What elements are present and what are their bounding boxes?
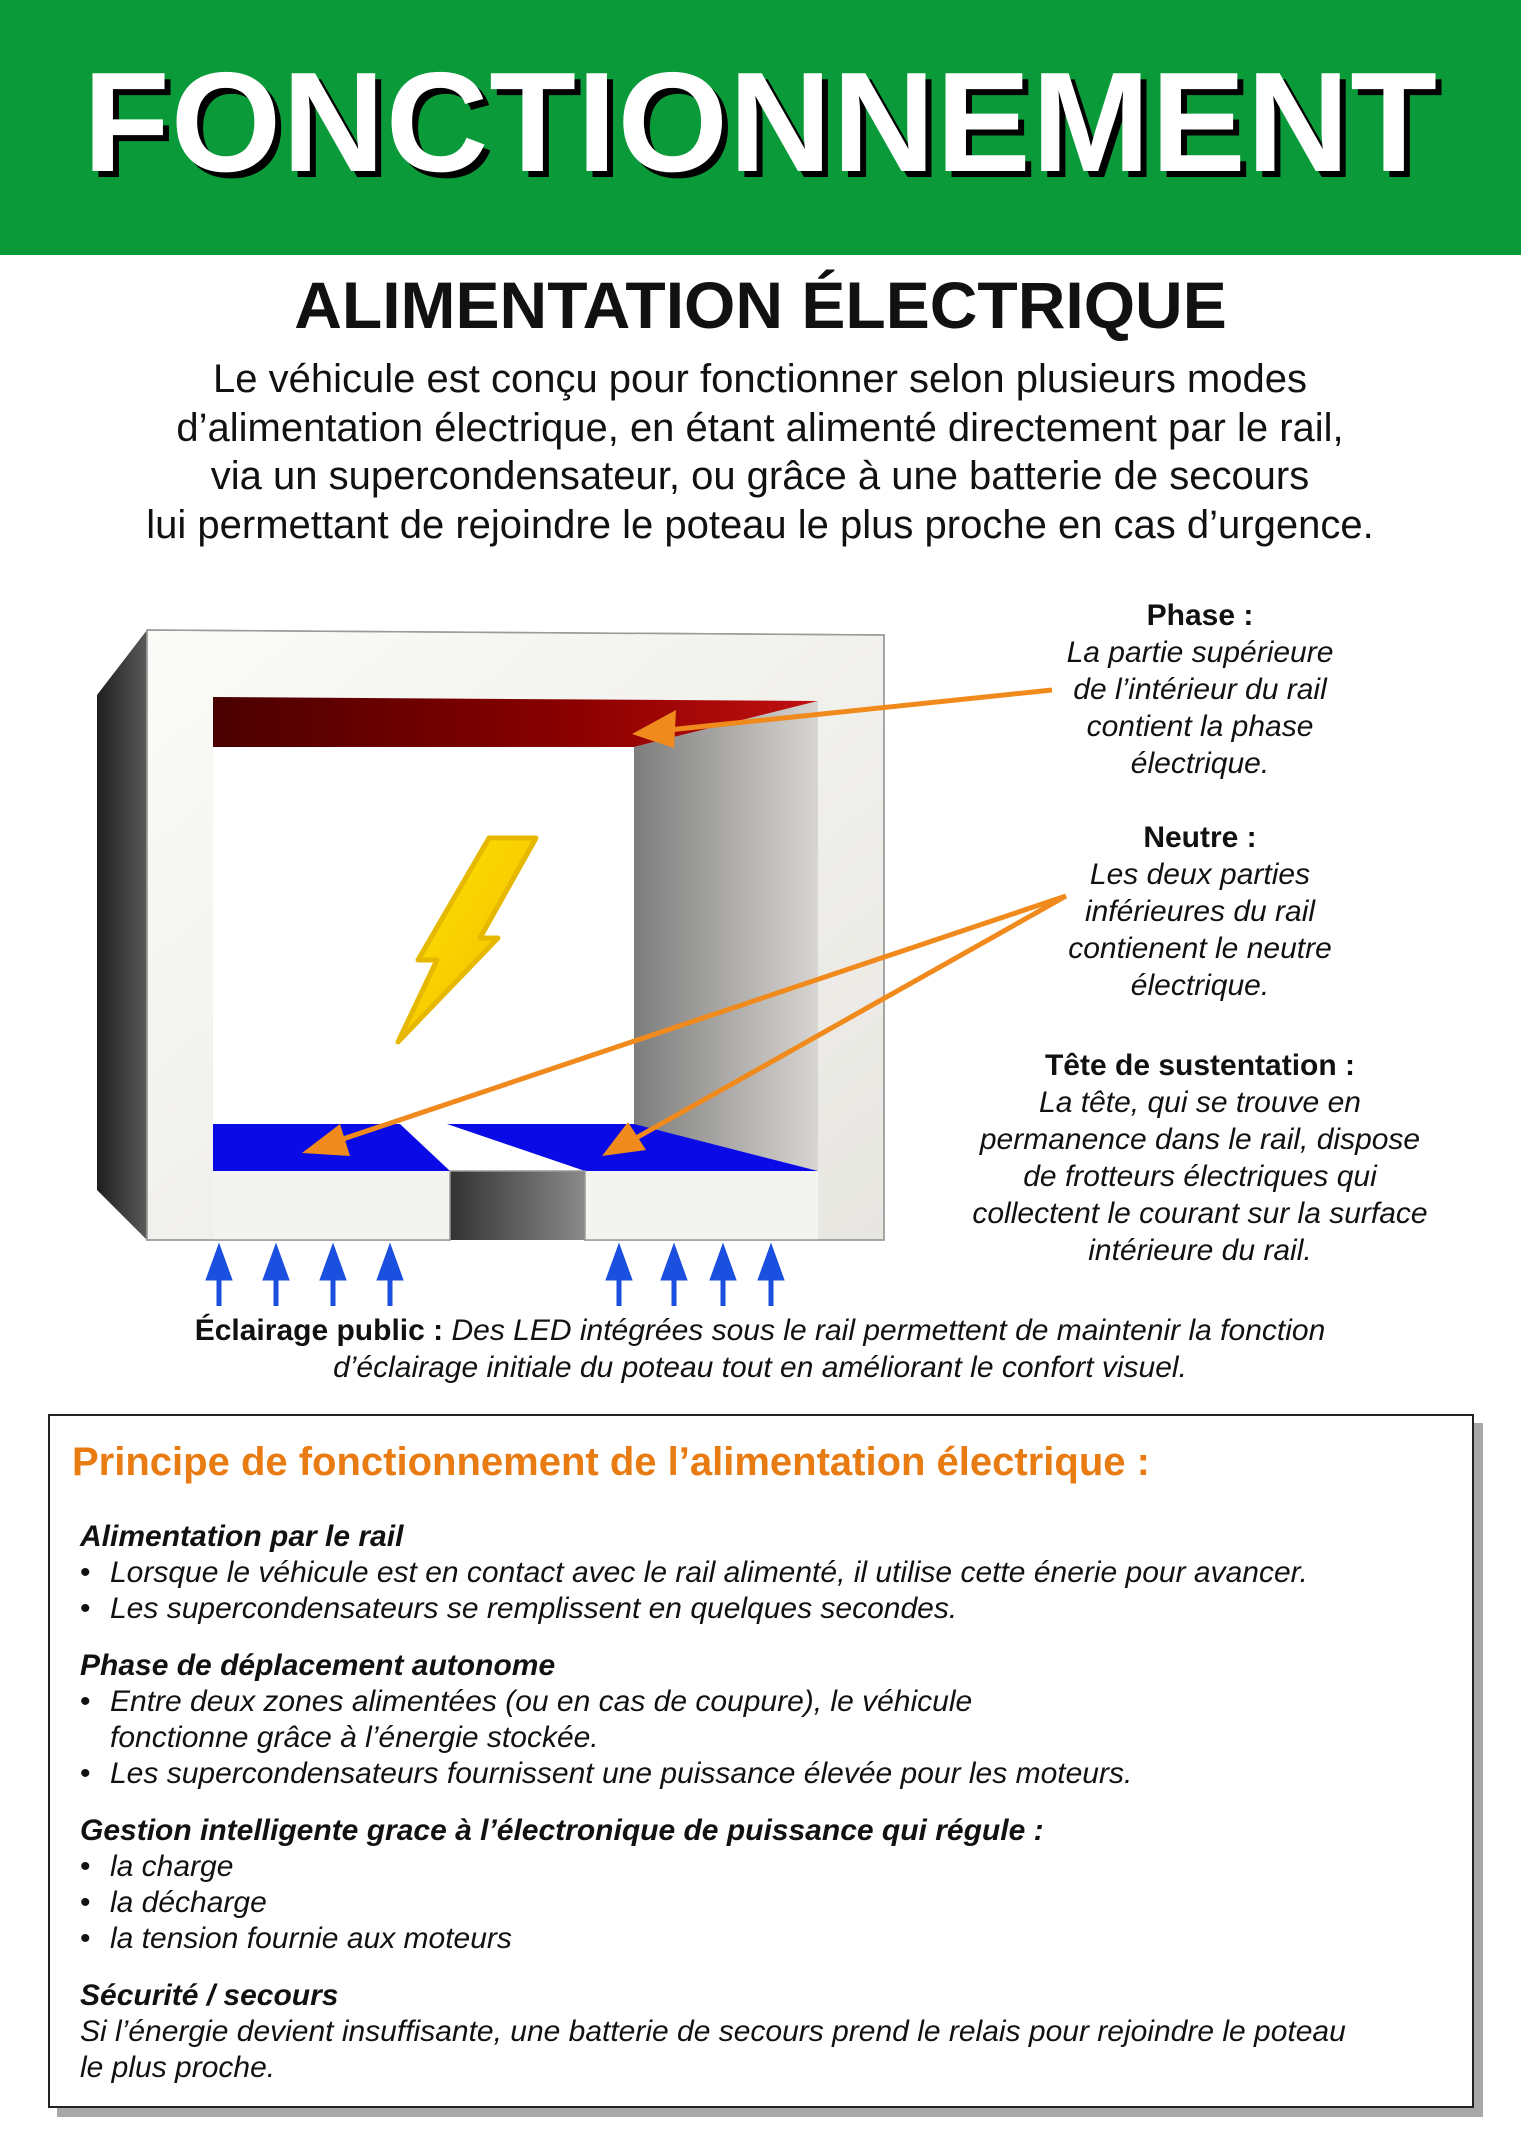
- rail-left-side: [97, 630, 147, 1240]
- neutre-line: électrique.: [1130, 969, 1270, 1002]
- principle-title: Principe de fonctionnement de l’alimentation électrique :: [72, 1440, 1150, 1484]
- neutre-line: Les deux parties: [1089, 858, 1311, 891]
- lighting-caption: [60, 1312, 1460, 1386]
- neutre-description: [1000, 856, 1400, 1004]
- phase-description: [1000, 634, 1400, 782]
- tete-callout: [930, 1047, 1470, 1269]
- lighting-line-1: [60, 1312, 1460, 1349]
- header-banner: [0, 0, 1521, 255]
- phase-callout: [1000, 597, 1400, 782]
- intro-line: d’alimentation électrique, en étant alimenté directement par le rail,: [176, 405, 1344, 450]
- up-arrow-icon: [710, 1244, 736, 1306]
- up-arrow-icon: [377, 1244, 403, 1306]
- tete-line: collectent le courant sur la surface: [972, 1197, 1428, 1230]
- principle-section: [80, 1648, 1450, 1792]
- list-item: • Les supercondensateurs se remplissent en quelques secondes.: [80, 1591, 1450, 1627]
- list-item: • la tension fournie aux moteurs: [80, 1921, 1450, 1957]
- section-text: Si l’énergie devient insuffisante, une batterie de secours prend le relais pour rejoindre le poteau le plus proche.: [80, 2015, 1346, 2084]
- lighting-text-1: Des LED intégrées sous le rail permettent de maintenir la fonction: [443, 1314, 1326, 1347]
- neutre-line: contienent le neutre: [1068, 932, 1332, 965]
- intro-paragraph: [60, 355, 1460, 549]
- section-subtitle: ALIMENTATION ÉLECTRIQUE: [294, 268, 1227, 342]
- rail-lower-right: [585, 1171, 818, 1240]
- phase-title: Phase :: [1146, 599, 1254, 632]
- list-item: • Entre deux zones alimentées (ou en cas de coupure), le véhicule fonctionne grâce à l’énergie stockée.: [80, 1684, 1450, 1756]
- up-arrow-icon: [661, 1244, 687, 1306]
- phase-line: de l’intérieur du rail: [1073, 673, 1327, 706]
- principle-box: [48, 1414, 1474, 2108]
- intro-line: lui permettant de rejoindre le poteau le plus proche en cas d’urgence.: [146, 502, 1374, 547]
- phase-line: La partie supérieure: [1066, 636, 1334, 669]
- up-arrow-icon: [206, 1244, 232, 1306]
- intro-line: via un supercondensateur, ou grâce à une batterie de secours: [210, 454, 1310, 498]
- list-item: • la charge: [80, 1849, 1450, 1885]
- tete-description: [930, 1084, 1470, 1269]
- principle-section: [80, 1813, 1450, 1957]
- bullet-list: [80, 1849, 1450, 1957]
- principle-section: [80, 1519, 1450, 1627]
- list-item: • la décharge: [80, 1885, 1450, 1921]
- bullet-list: [80, 1555, 1450, 1627]
- lighting-label: Éclairage public :: [194, 1314, 444, 1347]
- list-item: • Les supercondensateurs fournissent une puissance élevée pour les moteurs.: [80, 1756, 1450, 1792]
- section-title: Sécurité / secours: [80, 1979, 339, 2012]
- tete-line: intérieure du rail.: [1088, 1234, 1312, 1267]
- page-title: FONCTIONNEMENT: [82, 43, 1439, 202]
- intro-line: Le véhicule est conçu pour fonctionner selon plusieurs modes: [213, 357, 1307, 401]
- neutre-title: Neutre :: [1143, 821, 1257, 854]
- bullet-list: [80, 1684, 1450, 1792]
- tete-line: La tête, qui se trouve en: [1039, 1086, 1361, 1119]
- up-arrow-icon: [606, 1244, 632, 1306]
- up-arrow-icon: [320, 1244, 346, 1306]
- led-arrows: [206, 1244, 784, 1306]
- up-arrow-icon: [263, 1244, 289, 1306]
- neutre-line: inférieures du rail: [1084, 895, 1316, 928]
- section-title: Gestion intelligente grace à l’électronique de puissance qui régule :: [80, 1814, 1044, 1847]
- neutre-callout: [1000, 819, 1400, 1004]
- phase-line: électrique.: [1130, 747, 1270, 780]
- up-arrow-icon: [758, 1244, 784, 1306]
- rail-lower-left: [213, 1171, 450, 1240]
- tete-title: Tête de sustentation :: [1044, 1049, 1356, 1082]
- tete-line: permanence dans le rail, dispose: [979, 1123, 1421, 1156]
- rail-step-face: [450, 1171, 585, 1240]
- section-title: Phase de déplacement autonome: [80, 1649, 556, 1682]
- lighting-line-2: d’éclairage initiale du poteau tout en améliorant le confort visuel.: [333, 1351, 1187, 1384]
- section-title: Alimentation par le rail: [80, 1520, 404, 1553]
- principle-section: [80, 1978, 1450, 2086]
- tete-line: de frotteurs électriques qui: [1023, 1160, 1377, 1193]
- phase-line: contient la phase: [1086, 710, 1314, 743]
- rail-inner-right-wall: [634, 701, 818, 1171]
- list-item: • Lorsque le véhicule est en contact avec le rail alimenté, il utilise cette énerie pour avancer.: [80, 1555, 1450, 1591]
- principle-content: [80, 1519, 1450, 2107]
